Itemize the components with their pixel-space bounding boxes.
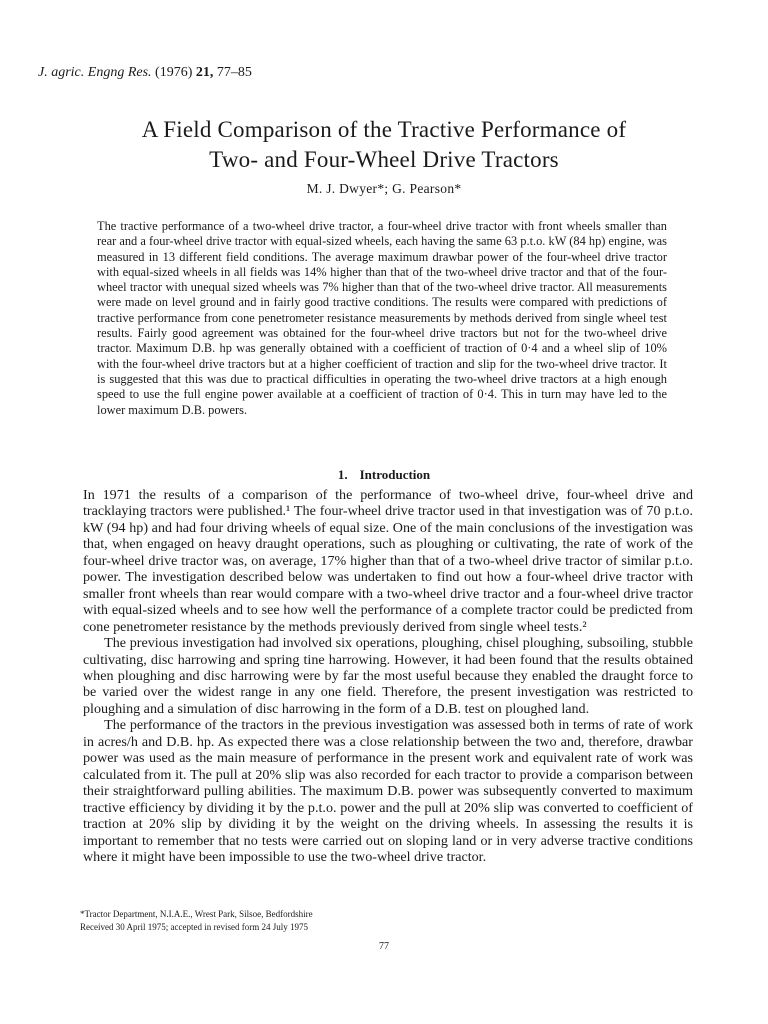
received-footnote: Received 30 April 1975; accepted in revised form 24 July 1975 <box>80 921 308 932</box>
section-number: 1. <box>337 467 348 482</box>
paper-title-line-2: Two- and Four-Wheel Drive Tractors <box>209 147 559 172</box>
journal-year: (1976) <box>155 65 193 80</box>
page-number: 77 <box>379 941 389 952</box>
author-list: M. J. Dwyer*; G. Pearson* <box>306 181 462 196</box>
paragraph: In 1971 the results of a comparison of the performance of two-wheel drive, four-wheel drive and tracklaying tractors were published.¹ The four-wheel drive tractor used in that investigation was of 70 p.t.o. kW (94 hp) and had four driving wheels of equal size. One of the main conclusions of the investigation was that, when engaged on heavy draught operations, such as ploughing or cultivating, the rate of work of the four-wheel drive tractor was, on average, 17% higher than that of a two-wheel drive tractor of similar p.t.o. power. The investigation described below was undertaken to find out how a four-wheel drive tractor with smaller front wheels than rear would compare with a two-wheel drive tractor and a four-wheel drive tractor with equal-sized wheels and to see how well the performance of a complete tractor could be predicted from cone penetrometer resistance by the methods previously derived from single wheel tests.² <box>83 487 693 635</box>
body-text <box>83 487 693 865</box>
section-title: Introduction <box>359 467 431 482</box>
paragraph: The performance of the tractors in the previous investigation was assessed both in terms of rate of work in acres/h and D.B. hp. As expected there was a close relationship between the two and, therefore, drawbar power was used as the main measure of performance in the present work and equivalent rate of work was calculated from it. The pull at 20% slip was also recorded for each tractor to provide a comparison between their straightforward pulling abilities. The maximum D.B. power was subsequently converted to maximum tractive efficiency by dividing it by the p.t.o. power and the pull at 20% slip was converted to coefficient of traction at 20% slip by dividing it by the weight on the driving wheels. In assessing the results it is important to remember that no tests were carried out on sloping land or in very adverse tractive conditions where it might have been impossible to use the two-wheel drive tractor. <box>83 717 693 865</box>
section-heading <box>0 466 768 484</box>
journal-pages: 77–85 <box>216 65 252 80</box>
journal-citation <box>38 64 438 82</box>
journal-name: J. agric. Engng Res. <box>38 65 152 80</box>
journal-volume: 21, <box>195 65 214 80</box>
affiliation-footnote: *Tractor Department, N.I.A.E., Wrest Park, Silsoe, Bedfordshire <box>80 909 313 919</box>
footnotes <box>80 908 580 933</box>
paragraph: The previous investigation had involved six operations, ploughing, chisel ploughing, subsoiling, stubble cultivating, disc harrowing and spring tine harrowing. However, it had been found that the results obtained when ploughing and disc harrowing were by far the most useful because they enabled the draught force to be varied over the widest range in any one field. Therefore, the present investigation was restricted to ploughing and a simulation of disc harrowing in the form of a D.B. test on ploughed land. <box>83 635 693 717</box>
paper-title-line-1: A Field Comparison of the Tractive Performance of <box>141 117 627 142</box>
abstract: The tractive performance of a two-wheel drive tractor, a four-wheel drive tractor with front wheels smaller than rear and a four-wheel drive tractor with equal-sized wheels, each having the same 63 p.t.o. kW (84 hp) engine, was measured in 13 different field conditions. The average maximum drawbar power of the four-wheel drive tractor with equal-sized wheels in all fields was 14% higher than that of the two-wheel drive tractor and that of the four-wheel tractor with unequal sized wheels was 7% higher than that of the two-wheel drive tractor. All measurements were made on level ground and in fairly good tractive conditions. The results were compared with predictions of tractive performance from cone penetrometer resistance measurements by methods derived from single wheel test results. Fairly good agreement was obtained for the four-wheel drive tractors but not for the two-wheel drive tractor. Maximum D.B. hp was generally obtained with a coefficient of traction of 0·4 and a wheel slip of 10% with the four-wheel drive tractors but at a higher coefficient of traction and slip for the two-wheel drive tractor. It is suggested that this was due to practical difficulties in operating the two-wheel drive tractors at a high enough speed to use the full engine power available at a coefficient of traction of 0·4. This in turn may have led to the lower maximum D.B. powers. <box>97 219 667 417</box>
